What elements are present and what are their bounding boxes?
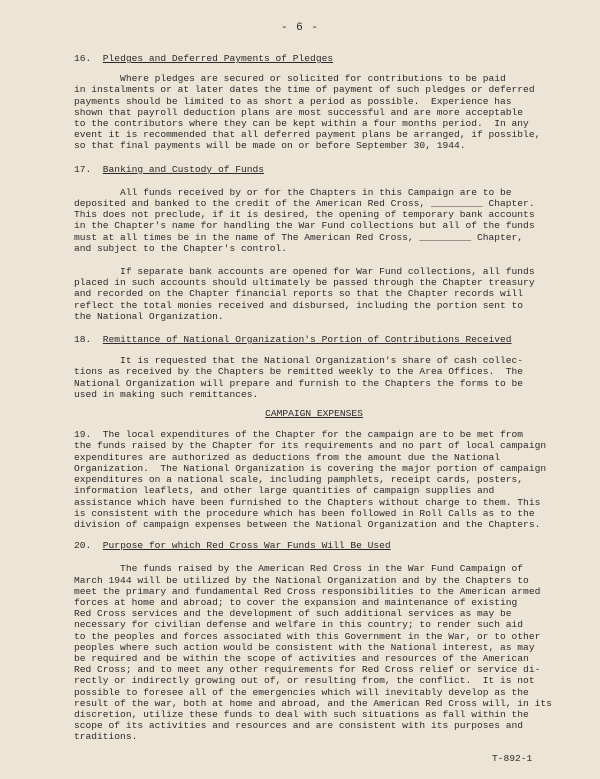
section-16-paragraph [74,73,554,151]
section-20-paragraph [74,563,554,742]
text-line: Red Cross services and the development of such additional services as may be [74,608,512,620]
text-line: must at all times be in the name of The American Red Cross, _________ Chapter, [74,231,524,243]
text-line: result of the war, both at home and abroad, and the American Red Cross will, in its [74,697,552,709]
text-line: peoples where such action would be consistent with the National interest, as may [74,641,535,653]
section-17-paragraph-1 [74,187,554,254]
text-line: to the contributors where they can be kept within a four months period. In any [74,118,529,130]
section-17-paragraph-2 [74,266,554,322]
document-code: T-892-1 [492,753,533,764]
text-line: This does not preclude, if it is desired, the opening of temporary bank accounts [74,209,535,221]
text-line: traditions. [74,731,138,743]
section-17-heading [74,164,554,175]
section-20-title: Purpose for which Red Cross War Funds Will Be Used [102,540,391,552]
text-line: shown that payroll deduction plans are most successful and are more acceptable [74,106,524,118]
section-18-number: 18. [74,334,92,346]
page-number: - 6 - [280,22,319,34]
text-line: forces at home and abroad; to cover the expansion and maintenance of existing [74,596,518,608]
text-line: the funds raised by the Chapter for its requirements and no part of local campaign [74,440,547,452]
section-17-number: 17. [74,163,92,175]
text-line: in instalments or at later dates the time of payment of such pledges or deferred [74,84,535,96]
text-line: division of campaign expenses between the National Organization and the Chapters. [74,518,541,530]
section-16-title: Pledges and Deferred Payments of Pledges [102,53,334,64]
text-line: The funds raised by the American Red Cross in the War Fund Campaign of [74,563,524,575]
text-line: March 1944 will be utilized by the National Organization and by the Chapters to [74,574,529,586]
text-line: event it is recommended that all deferred payment plans be arranged, if possible, [74,129,541,141]
text-line: payments should be limited to as short a period as possible. Experience has [74,95,512,107]
text-line: If separate bank accounts are opened for War Fund collections, all funds [74,266,535,278]
text-line: to the peoples and forces associated with this Government in the War, or to other [74,630,541,642]
text-line: 19. The local expenditures of the Chapter for the campaign are to be met from [74,429,524,441]
campaign-expenses-heading: CAMPAIGN EXPENSES [265,408,363,420]
text-line: the National Organization. [74,310,224,322]
section-18-paragraph [74,355,554,400]
text-line: deposited and banked to the credit of the American Red Cross, _________ Chapter. [74,198,535,210]
section-16-number: 16. [74,53,92,64]
text-line: so that final payments will be made on or before September 30, 1944. [74,140,466,152]
text-line: expenditures are authorized as deductions from the amount due the National [74,451,501,463]
text-line: and recorded on the Chapter financial reports so that the Chapter records will [74,288,524,300]
document-body [74,45,554,743]
text-line: Organization. The National Organization is covering the major portion of campaign [74,462,547,474]
text-line: scope of its activities and resources and are consistent with its purposes and [74,720,524,732]
section-18-heading [74,334,554,345]
text-line: used in making such remittances. [74,388,259,400]
text-line: assistance which have been furnished to the Chapters without charge to them. This [74,496,541,508]
text-line: necessary for civilian defense and welfare in this country; to render such aid [74,619,524,631]
text-line: rectly or indirectly growing out of, or resulting from, the conflict. It is not [74,675,535,687]
text-line: and subject to the Chapter's control. [74,242,288,254]
text-line: possible to foresee all of the emergencies which will inevitably develop as the [74,686,529,698]
text-line: expenditures on a national scale, including pamphlets, receipt cards, posters, [74,474,524,486]
section-20-heading [74,540,554,551]
section-18-title: Remittance of National Organization's Portion of Contributions Received [102,334,512,346]
text-line: be required and be within the scope of activities and resources of the American [74,652,529,664]
text-line: All funds received by or for the Chapters in this Campaign are to be [74,186,512,198]
section-16-heading [74,53,554,64]
text-line: It is requested that the National Organization's share of cash collec- [74,355,524,367]
text-line: information leaflets, and other large quantities of campaign supplies and [74,485,495,497]
text-line: discretion, utilize these funds to deal with such situations as fall within the [74,708,529,720]
text-line: is consistent with the procedure which has been followed in Roll Calls as to the [74,507,535,519]
section-20-number: 20. [74,540,92,552]
section-17-title: Banking and Custody of Funds [102,163,264,175]
text-line: tions as received by the Chapters be remitted weekly to the Area Offices. The [74,366,524,378]
text-line: meet the primary and fundamental Red Cross responsibilities to the American armed [74,585,541,597]
text-line: in the Chapter's name for handling the War Fund collections but all of the funds [74,220,535,232]
text-line: Red Cross; and to meet any other requirements for Red Cross relief or service di- [74,664,541,676]
text-line: reflect the total monies received and disbursed, including the portion sent to [74,299,524,311]
text-line: Where pledges are secured or solicited for contributions to be paid [74,73,506,85]
text-line: placed in such accounts should ultimately be passed through the Chapter treasury [74,277,535,289]
text-line: National Organization will prepare and furnish to the Chapters the forms to be [74,377,524,389]
section-19-paragraph [74,429,554,530]
